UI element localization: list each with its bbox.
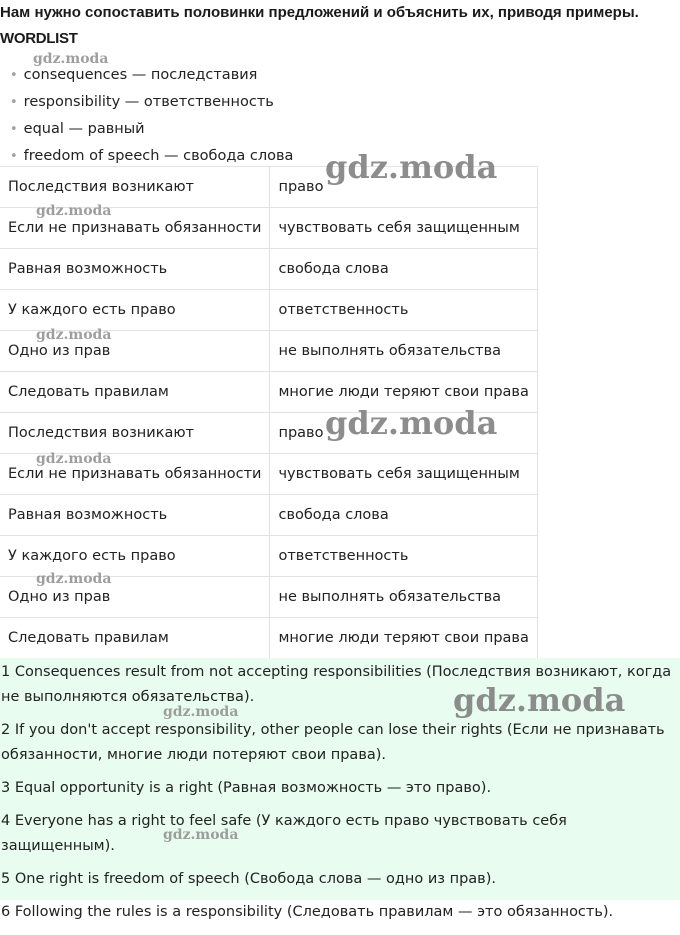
table-cell-left: Последствия возникают <box>0 167 270 208</box>
wordlist-item <box>10 67 257 83</box>
table-row <box>0 618 537 659</box>
table-cell-right: свобода слова <box>270 495 537 536</box>
table-cell-left: Следовать правилам <box>0 372 270 413</box>
wordlist-heading: WORDLIST <box>0 30 78 47</box>
table-row <box>0 372 537 413</box>
wordlist-item <box>10 148 293 164</box>
watermark: gdz.moda <box>163 827 239 843</box>
bullet-icon: • <box>10 68 18 83</box>
wordlist-item <box>10 94 274 110</box>
table-cell-left: Равная возможность <box>0 495 270 536</box>
matching-table <box>0 166 538 659</box>
table-cell-left: Одно из прав <box>0 577 270 618</box>
watermark: gdz.moda <box>33 51 109 67</box>
table-cell-right: чувствовать себя защищенным <box>270 208 537 249</box>
answer-item: 4 Everyone has a right to feel safe (У каждого есть право чувствовать себя защищенным). <box>1 813 567 854</box>
wordlist-item-text: freedom of speech — свобода слова <box>23 148 294 164</box>
table-row <box>0 577 537 618</box>
answer-item: 2 If you don't accept responsibility, other people can lose their rights (Если не признавать обязанности, многие люди потеряют свои права). <box>1 722 665 763</box>
wordlist-item <box>10 121 145 137</box>
watermark: gdz.moda <box>453 681 626 719</box>
watermark: gdz.moda <box>36 571 112 587</box>
task-instruction: Нам нужно сопоставить половинки предложений и объяснить их, приводя примеры. <box>0 4 639 21</box>
bullet-icon: • <box>10 95 18 110</box>
table-cell-right: не выполнять обязательства <box>270 331 537 372</box>
watermark: gdz.moda <box>36 203 112 219</box>
table-cell-right: свобода слова <box>270 249 537 290</box>
table-cell-left: Если не признавать обязанности <box>0 454 270 495</box>
table-row <box>0 454 537 495</box>
table-row <box>0 167 537 208</box>
answer-item: 6 Following the rules is a responsibility (Следовать правилам — это обязанность). <box>1 904 614 920</box>
table-cell-left: Равная возможность <box>0 249 270 290</box>
table-cell-right: многие люди теряют свои права <box>270 618 537 659</box>
table-row <box>0 536 537 577</box>
table-cell-left: Следовать правилам <box>0 618 270 659</box>
table-row <box>0 413 537 454</box>
answer-item: 3 Equal opportunity is a right (Равная возможность — это право). <box>1 780 492 796</box>
watermark: gdz.moda <box>325 148 498 186</box>
watermark: gdz.moda <box>36 451 112 467</box>
table-cell-left: У каждого есть право <box>0 536 270 577</box>
table-cell-right: право <box>270 413 537 454</box>
watermark: gdz.moda <box>325 404 498 442</box>
table-cell-left: Последствия возникают <box>0 413 270 454</box>
answer-item: 5 One right is freedom of speech (Свобода слова — одно из прав). <box>1 871 496 887</box>
table-cell-right: право <box>270 167 537 208</box>
table-cell-left: У каждого есть право <box>0 290 270 331</box>
table-cell-right: чувствовать себя защищенным <box>270 454 537 495</box>
table-row <box>0 290 537 331</box>
watermark: gdz.moda <box>163 704 239 720</box>
table-cell-left: Если не признавать обязанности <box>0 208 270 249</box>
answer-item: 1 Consequences result from not accepting responsibilities (Последствия возникают, когда не выполняются обязательства). <box>1 664 672 705</box>
bullet-icon: • <box>10 122 18 137</box>
wordlist-item-text: equal — равный <box>23 121 145 137</box>
bullet-icon: • <box>10 149 18 164</box>
table-cell-right: многие люди теряют свои права <box>270 372 537 413</box>
table-row <box>0 331 537 372</box>
answers-block <box>0 658 680 920</box>
wordlist-item-text: responsibility — ответственность <box>23 94 274 110</box>
wordlist-item-text: consequences — последставия <box>23 67 258 83</box>
table-row <box>0 495 537 536</box>
table-cell-right: не выполнять обязательства <box>270 577 537 618</box>
watermark: gdz.moda <box>36 327 112 343</box>
table-cell-right: ответственность <box>270 536 537 577</box>
table-row <box>0 208 537 249</box>
table-cell-right: ответственность <box>270 290 537 331</box>
table-row <box>0 249 537 290</box>
table-cell-left: Одно из прав <box>0 331 270 372</box>
